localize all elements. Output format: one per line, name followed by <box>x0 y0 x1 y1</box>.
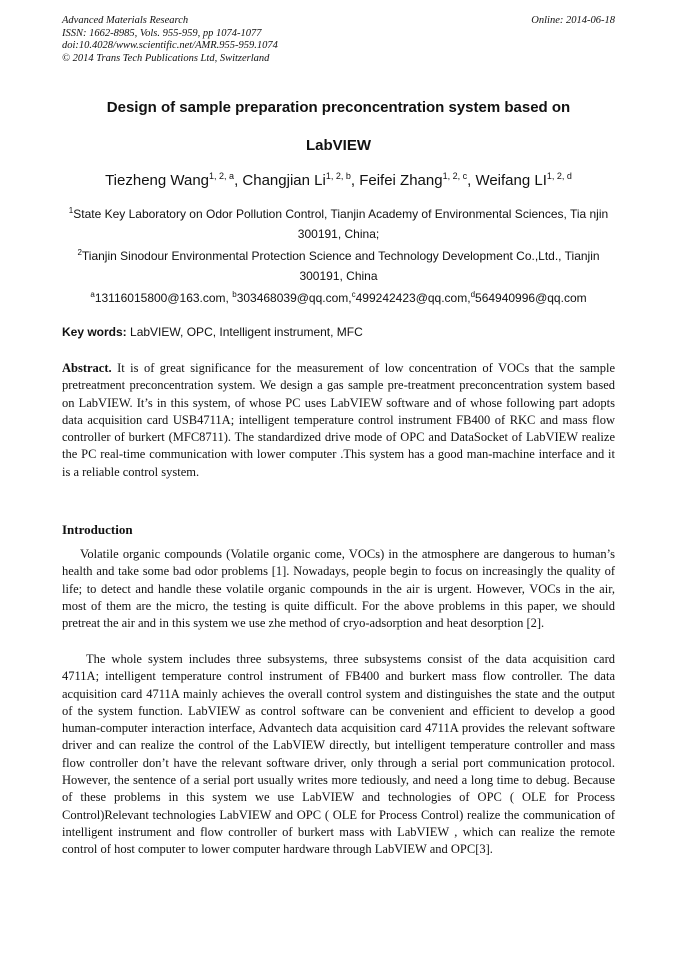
affiliation-text: State Key Laboratory on Odor Pollution Control, Tianjin Academy of Environmental Sciences, Tia njin 300191, China; <box>73 207 609 241</box>
email-address[interactable]: 499242423@qq.com, <box>355 291 471 305</box>
author-separator: , <box>234 172 243 189</box>
title-line-1: Design of sample preparation preconcentration system based on <box>106 99 571 116</box>
affiliation-1 <box>62 201 615 244</box>
journal-name: Advanced Materials Research <box>62 15 189 26</box>
author-affiliation-sup: 1, 2, c <box>442 171 468 181</box>
email-sup: c <box>351 290 356 299</box>
abstract-text: It is of great significance for the measurement of low concentration of VOCs that the sample pretreatment preconcentration system. We design a gas sample pre-treatment preconcentration system based on LabVIEW. It’s in this system, of whose PC uses LabVIEW software and of whose following part adopts data acquisition card USB4711A; intelligent temperature control instrument FB400 of RKC and mass flow controller of burkert (MFC8711). The standardized drive mode of OPC and DataSocket of LabVIEW realize the PC real-time communication with lower computer .This system has a good man-machine interface and it is a reliable control system. <box>62 361 616 479</box>
keywords-label: Key words: <box>62 325 127 339</box>
affiliation-2 <box>62 243 615 286</box>
author-name: Tiezheng Wang <box>105 172 210 189</box>
intro-paragraph-1: Volatile organic compounds (Volatile organic come, VOCs) in the atmosphere are dangerous to human’s health and take some bad odor problems [1]. Nowadays, people begin to focus on increasingly the quality of life; to detect and handle these volatile organic compounds in the air is urgent. However, VOCs in the air, most of them are the micro, the testing is quite difficult. For the above problems in this paper, we should pretreat the air and in this system we use zhe method of cryo-adsorption and heat desorption [2]. <box>62 547 615 631</box>
author-separator: , <box>350 172 360 189</box>
email-sup: b <box>232 290 237 299</box>
author-name: Changjian Li <box>242 172 326 189</box>
author-separator: , <box>467 172 476 189</box>
email-sup: d <box>470 290 476 299</box>
abstract-label: Abstract. <box>62 361 112 375</box>
author <box>105 172 242 189</box>
author-affiliation-sup: 1, 2, d <box>546 171 572 181</box>
paper-title <box>62 89 615 165</box>
abstract <box>62 360 615 481</box>
author-affiliation-sup: 1, 2, a <box>209 171 235 181</box>
keywords-text: LabVIEW, OPC, Intelligent instrument, MFC <box>130 325 363 339</box>
email-list <box>62 285 615 308</box>
author <box>359 172 475 189</box>
author-name: Feifei Zhang <box>359 172 443 189</box>
affiliation-text: Tianjin Sinodour Environmental Protection Science and Technology Development Co.,Ltd., Tianjin 300191, China <box>81 249 600 283</box>
affiliation-sup: 1 <box>68 206 74 215</box>
doi-line: doi:10.4028/www.scientific.net/AMR.955-959.1074 <box>62 40 278 51</box>
author-name: Weifang LI <box>475 172 547 189</box>
affiliation-sup: 2 <box>77 248 82 257</box>
journal-header <box>62 15 615 65</box>
author-affiliation-sup: 1, 2, b <box>325 171 351 181</box>
author-list <box>62 166 615 191</box>
author <box>242 172 359 189</box>
email-sup: a <box>90 290 95 299</box>
copyright-line: © 2014 Trans Tech Publications Ltd, Switzerland <box>62 52 270 64</box>
email-address[interactable]: 13116015800@163.com, <box>94 291 233 305</box>
email-address[interactable]: 564940996@qq.com <box>475 291 587 305</box>
issn-line: ISSN: 1662-8985, Vols. 955-959, pp 1074-1077 <box>62 27 262 39</box>
keywords <box>62 324 615 340</box>
title-line-2: LabVIEW <box>305 137 371 154</box>
online-date: Online: 2014-06-18 <box>531 15 615 26</box>
email-address[interactable]: 303468039@qq.com, <box>236 291 352 305</box>
author <box>475 172 571 189</box>
intro-paragraph-2: The whole system includes three subsystems, three subsystems consist of the data acquisition card 4711A; intelligent temperature control instrument of FB400 and burkert mass flow controller. The data acquisition card 4711A mainly achieves the overall control system and distinguishes the state and the output of the system function. LabVIEW as control software can be convenient and efficient to develop a good human-computer interaction interface, Advantech data acquisition card 4711A provides the relevant software driver and can realize the control of the LabVIEW directly, but intelligent temperature controller and mass flow controller don’t have the relevant software driver, only through a serial port communication protocol. However, the sentence of a serial port usually writes more tediously, and need a long time to debug. Because of these problems in this system we use LabVIEW and technologies of OPC ( OLE for Process Control)Relevant technologies LabVIEW and OPC ( OLE for Process Control) realize the communication of intelligent instrument and flow controller of burkert mass with LabVIEW , which can realize the remote control of host computer to lower computer hardware through LabVIEW and OPC[3]. <box>62 652 615 857</box>
section-heading-introduction: Introduction <box>62 522 133 537</box>
